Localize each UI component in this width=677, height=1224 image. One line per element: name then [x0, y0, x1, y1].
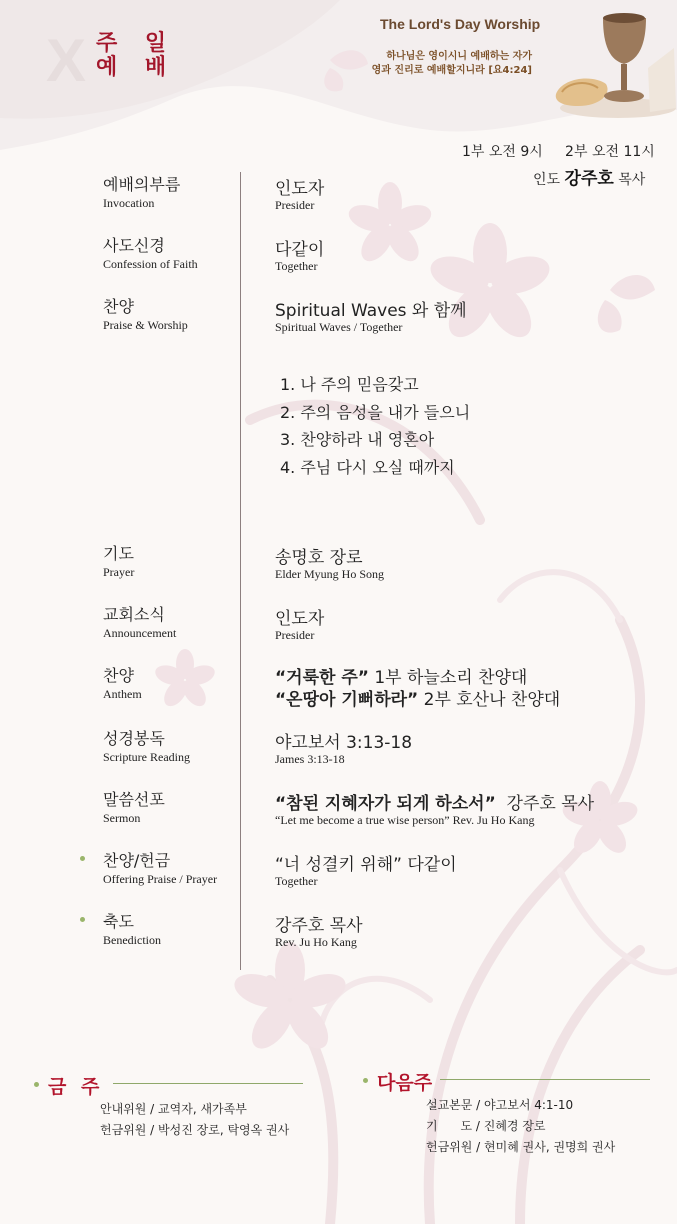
- verse-line2: 영과 진리로 예배할지니라 [요4:24]: [371, 65, 532, 76]
- leader-suffix: 목사: [618, 172, 646, 188]
- order-label-kr: 말씀선포: [103, 790, 165, 809]
- order-value-en: Elder Myung Ho Song: [275, 567, 384, 581]
- order-value-en: Rev. Ju Ho Kang: [275, 935, 357, 949]
- order-label-en: Sermon: [103, 811, 141, 825]
- order-value-kr: 인도자: [275, 609, 325, 629]
- order-value-en: “Let me become a true wise person” Rev. Ju Ho Kang: [275, 813, 535, 827]
- order-label-en: Benediction: [103, 933, 161, 947]
- order-label-kr: 축도: [103, 912, 134, 931]
- leader-name: 강주호: [564, 169, 614, 189]
- order-value-kr: 인도자: [275, 179, 325, 199]
- order-label-en: Anthem: [103, 687, 142, 701]
- this-week-heading: 금 주: [48, 1076, 104, 1098]
- order-label-kr: 교회소식: [103, 605, 165, 624]
- next-week-rule: [440, 1079, 650, 1080]
- order-value-en: Together: [275, 259, 318, 273]
- song-item: 2. 주의 음성을 내가 들으니: [280, 402, 471, 422]
- order-label-en: Announcement: [103, 626, 177, 640]
- header-verse: [352, 50, 532, 78]
- order-value-en: Presider: [275, 628, 315, 642]
- order-value-kr: 야고보서 3:13-18: [275, 733, 413, 753]
- order-label-en: Offering Praise / Prayer: [103, 872, 218, 886]
- order-value-en: Together: [275, 874, 318, 888]
- song-item: 4. 주님 다시 오실 때까지: [280, 457, 455, 477]
- anthem-choir-1: 1부 하늘소리 찬양대: [368, 668, 528, 688]
- order-value-en: James 3:13-18: [275, 752, 345, 766]
- order-label-kr: 찬양: [103, 297, 134, 316]
- bullet-dot-icon: [80, 856, 85, 861]
- service-title-line2: 예 배: [96, 55, 177, 80]
- this-week-offering: 헌금위원 / 박성진 장로, 탁영옥 권사: [100, 1123, 290, 1137]
- service-title: [96, 32, 176, 80]
- sermon-preacher: 강주호 목사: [495, 794, 595, 814]
- order-label-en: Praise & Worship: [103, 318, 188, 332]
- next-week-heading: 다음주: [377, 1072, 433, 1094]
- song-list: [280, 371, 470, 481]
- sermon-title: “참된 지혜자가 되게 하소서”: [275, 794, 496, 814]
- order-value-kr: [275, 789, 594, 814]
- order-label-en: Confession of Faith: [103, 257, 198, 271]
- anthem-title-2: “온땅아 기뻐하라”: [275, 690, 419, 710]
- column-divider: [240, 172, 241, 970]
- song-item: 1. 나 주의 믿음갖고: [280, 375, 419, 394]
- order-value-en: Presider: [275, 198, 315, 212]
- next-week-offering: 헌금위원 / 현미혜 권사, 권명희 권사: [426, 1140, 616, 1154]
- english-title: The Lord's Day Worship: [380, 16, 541, 32]
- order-value-kr-line2: [275, 685, 560, 710]
- order-label-en: Prayer: [103, 565, 135, 579]
- song-item: 3. 찬양하라 내 영혼아: [280, 430, 435, 449]
- order-label-en: Invocation: [103, 196, 155, 210]
- order-value-kr: 강주호 목사: [275, 916, 363, 936]
- service-leader: [533, 164, 645, 189]
- order-label-kr: 찬양: [103, 666, 134, 685]
- order-label-en: Scripture Reading: [103, 750, 190, 764]
- this-week-ushers: 안내위원 / 교역자, 새가족부: [100, 1102, 247, 1116]
- next-week-scripture: 설교본문 / 야고보서 4:1-10: [426, 1098, 574, 1112]
- this-week-dot-icon: [34, 1082, 39, 1087]
- order-value-en: Spiritual Waves / Together: [275, 320, 403, 334]
- order-label-kr: 예배의부름: [103, 175, 181, 194]
- order-value-kr: 송명호 장로: [275, 548, 363, 568]
- header-decor-x-icon: X: [46, 27, 87, 94]
- order-value-kr: 다같이: [275, 240, 325, 260]
- anthem-title-1: “거룩한 주”: [275, 668, 369, 688]
- order-value-kr: Spiritual Waves 와 함께: [275, 301, 467, 321]
- order-label-kr: 사도신경: [103, 236, 165, 255]
- service-times: 1부 오전 9시 2부 오전 11시: [462, 144, 655, 160]
- next-week-dot-icon: [363, 1078, 368, 1083]
- bullet-dot-icon: [80, 917, 85, 922]
- order-value-kr: “너 성결키 위해” 다같이: [275, 855, 457, 875]
- this-week-rule: [113, 1083, 303, 1084]
- verse-line1: 하나님은 영이시니 예배하는 자가: [386, 51, 532, 62]
- order-label-kr: 찬양/헌금: [103, 851, 171, 870]
- order-label-kr: 성경봉독: [103, 729, 165, 748]
- order-label-kr: 기도: [103, 544, 134, 563]
- anthem-choir-2: 2부 호산나 찬양대: [418, 690, 561, 710]
- next-week-prayer: 기 도 / 진혜경 장로: [426, 1119, 546, 1133]
- leader-prefix: 인도: [533, 172, 561, 188]
- chalice-bread-icon: [548, 8, 677, 120]
- service-title-line1: 주 일: [96, 31, 177, 56]
